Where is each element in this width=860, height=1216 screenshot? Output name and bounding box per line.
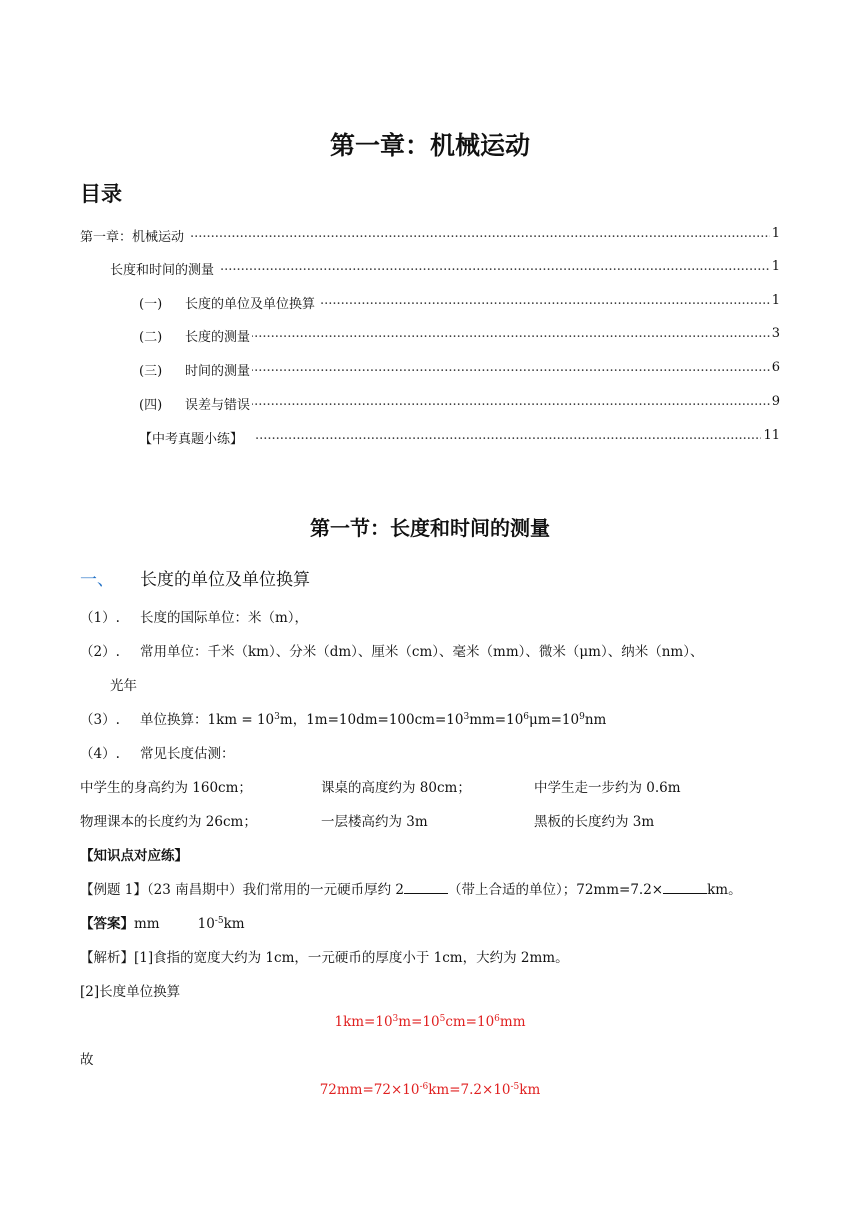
toc-entry[interactable] — [0, 394, 860, 414]
analysis-line: 【解析】[1]食指的宽度大约为 1cm，一元硬币的厚度小于 1cm，大约为 2mm。 — [80, 950, 569, 966]
toc-entry[interactable] — [0, 428, 860, 448]
toc-entry-label: 长度的单位及单位换算 — [185, 293, 317, 312]
toc-entry-page: 1 — [771, 259, 780, 274]
formula: $72mm=72\times 10^{-6}km=7.2\times 10^{-5}km$ — [319, 1082, 541, 1098]
list-item-number: （3）. — [80, 712, 120, 728]
toc-entry-label: 时间的测量 — [185, 360, 252, 379]
toc-entry-label: 长度和时间的测量 — [110, 259, 216, 278]
answer-blank[interactable] — [663, 881, 707, 894]
estimate-cell: 课桌的高度约为 80cm； — [321, 780, 471, 796]
toc-entry-page: 6 — [771, 360, 780, 375]
toc-entry-page: 9 — [771, 394, 780, 409]
answer-line: 【答案】mm $10^{-5}km$ — [80, 916, 245, 932]
list-item-number: （1）. — [80, 610, 120, 626]
toc-heading: 目录 — [80, 181, 122, 206]
answer-blank[interactable] — [404, 881, 448, 894]
toc-entry-num: (二) — [139, 326, 164, 345]
subsection-title: 长度的单位及单位换算 — [140, 570, 310, 590]
toc-entry-label: 误差与错误 — [185, 394, 252, 413]
toc-entry-num: (四) — [139, 394, 164, 413]
list-item — [80, 606, 120, 626]
toc-entry[interactable] — [0, 326, 860, 346]
estimate-cell: 物理课本的长度约为 26cm； — [80, 814, 257, 830]
toc-entry-num: (一) — [139, 293, 164, 312]
practice-heading: 【知识点对应练】 — [80, 848, 188, 864]
list-item-text: 常见长度估测： — [140, 746, 235, 762]
toc-leader — [250, 326, 770, 341]
toc-entry-page: 3 — [771, 326, 780, 341]
toc-entry-label: 第一章：机械运动 — [80, 226, 186, 245]
toc-entry[interactable] — [0, 226, 860, 246]
toc-entry-page: 1 — [771, 226, 780, 241]
estimate-cell: 中学生的身高约为 160cm； — [80, 780, 252, 796]
toc-entry-page: 11 — [763, 428, 780, 443]
toc-leader — [250, 360, 770, 375]
unit-conversion-text: 单位换算：$1km = 10^3m$，$1m=10dm=100cm=10^3mm=10^6\mu m=10^9nm$ — [140, 712, 607, 728]
toc-leader — [220, 259, 770, 274]
document-title: 第一章：机械运动 — [329, 131, 530, 160]
list-item-text: 长度的国际单位：米（m）， — [140, 610, 309, 626]
toc-entry[interactable] — [0, 259, 860, 279]
toc-leader — [255, 428, 764, 443]
estimate-cell: 黑板的长度约为 3m — [534, 814, 655, 830]
toc-entry-label: 【中考真题小练】 — [139, 428, 245, 447]
example-question: 【例题 1】（23 南昌期中）我们常用的一元硬币厚约 2 （带上合适的单位）；72mm=7.2× km。 — [80, 882, 742, 898]
toc-entry[interactable] — [0, 360, 860, 380]
toc-entry-label: 长度的测量 — [185, 326, 252, 345]
estimate-cell: 一层楼高约为 3m — [321, 814, 428, 830]
toc-leader — [190, 226, 770, 241]
list-item-text: 常用单位：千米（km）、分米（dm）、厘米（cm）、毫米（mm）、微米（μm）、纳米（nm）、 — [140, 644, 704, 660]
list-item-number: （2）. — [80, 644, 120, 660]
toc-leader — [250, 394, 770, 409]
toc-entry[interactable] — [0, 293, 860, 313]
toc-entry-num: (三) — [139, 360, 164, 379]
section-title: 第一节：长度和时间的测量 — [310, 516, 550, 540]
toc-leader — [320, 293, 770, 308]
estimate-cell: 中学生走一步约为 0.6m — [534, 780, 681, 796]
analysis-line: 故 — [80, 1052, 94, 1068]
list-item-continuation: 光年 — [110, 678, 137, 694]
analysis-line: [2]长度单位换算 — [80, 984, 181, 1000]
formula: $1km=10^3m=10^5cm=10^6mm$ — [334, 1014, 526, 1030]
subsection-number: 一、 — [80, 570, 114, 590]
toc-entry-page: 1 — [771, 293, 780, 308]
list-item-number: （4）. — [80, 746, 120, 762]
